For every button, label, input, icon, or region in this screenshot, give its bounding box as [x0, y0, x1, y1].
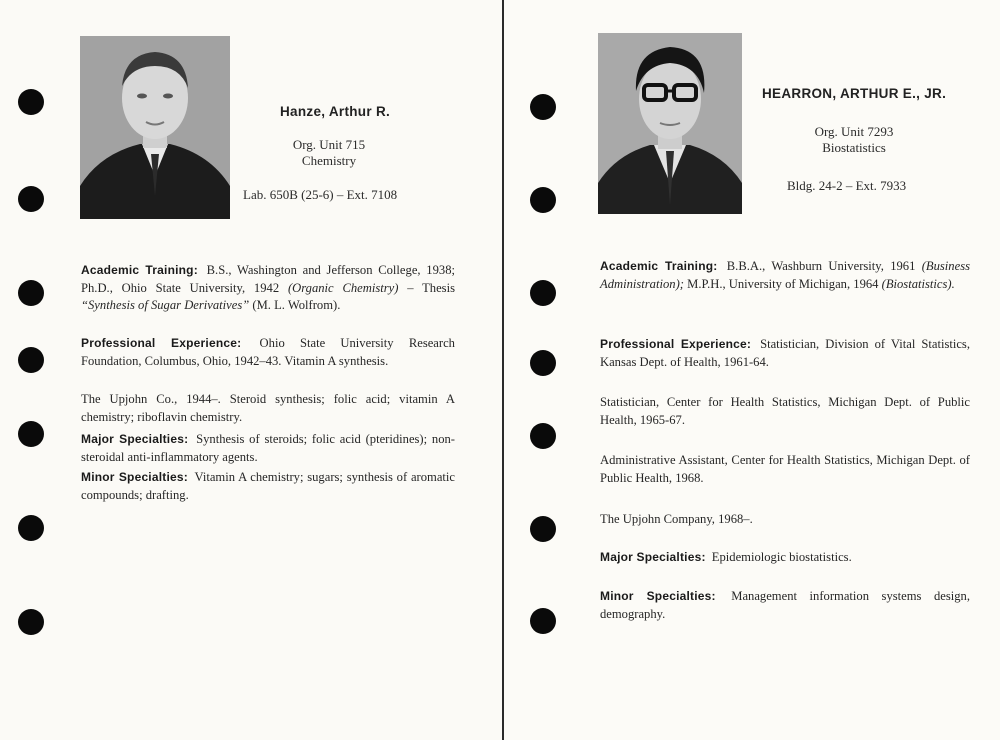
- professional-text: Statistician, Division of Vital Statistics, Kansas Dept. of Health, 1961-64.: [600, 337, 970, 369]
- academic-training: [600, 258, 970, 293]
- building-location: Bldg. 24-2 – Ext. 7933: [787, 178, 907, 193]
- major-text: Epidemiologic biostatistics.: [711, 550, 852, 564]
- binder-hole: [18, 347, 44, 373]
- lab-location: Lab. 650B (25-6) – Ext. 7108: [243, 187, 398, 202]
- department: Biostatistics: [822, 140, 886, 155]
- academic-text-2: M.P.H., University of Michigan, 1964: [683, 276, 882, 291]
- professional-label: Professional Experience:: [81, 336, 242, 350]
- binder-hole: [530, 423, 556, 449]
- professional-experience: [600, 336, 970, 371]
- binder-hole: [18, 280, 44, 306]
- org-unit: Org. Unit 7293: [814, 124, 894, 139]
- right-page: [504, 0, 1000, 740]
- experience-michigan: Statistician, Center for Health Statistics, Michigan Dept. of Public Health, 1965-67.: [600, 395, 970, 427]
- experience-admin-assistant: Administrative Assistant, Center for Health Statistics, Michigan Dept. of Public Health, 1968.: [600, 453, 970, 485]
- minor-specialties: [600, 588, 970, 623]
- major-specialties: [81, 431, 455, 466]
- portrait-photo: [80, 36, 230, 219]
- binder-hole: [530, 94, 556, 120]
- binder-hole: [18, 515, 44, 541]
- binder-hole: [18, 89, 44, 115]
- major-specialties: [600, 549, 970, 567]
- experience-upjohn: The Upjohn Company, 1968–.: [600, 512, 753, 526]
- org-unit: Org. Unit 715: [292, 137, 366, 152]
- major-text: Synthesis of steroids; folic acid (pteridines); non-steroidal anti-inflammatory agents.: [81, 432, 456, 464]
- binder-hole: [530, 608, 556, 634]
- minor-text: Management information systems design, demography.: [600, 589, 970, 621]
- academic-italic-1: (Organic Chemistry): [287, 280, 399, 295]
- binder-hole: [530, 187, 556, 213]
- academic-label: Academic Training:: [600, 259, 718, 273]
- academic-text-3: (M. L. Wolfrom).: [249, 298, 341, 312]
- minor-label: Minor Specialties:: [600, 589, 716, 603]
- academic-italic-2: “Synthesis of Sugar Derivatives”: [81, 298, 250, 312]
- binder-hole: [530, 280, 556, 306]
- minor-text: Vitamin A chemistry; sugars; synthesis of aromatic compounds; drafting.: [81, 470, 455, 502]
- department: Chemistry: [301, 153, 357, 168]
- org-info: [262, 137, 396, 169]
- major-label: Major Specialties:: [600, 550, 706, 564]
- experience-upjohn: The Upjohn Co., 1944–. Steroid synthesis; folic acid; vitamin A chemistry; riboflavin chemistry.: [81, 392, 455, 424]
- academic-italic-1: (Business Administration);: [600, 259, 970, 291]
- portrait-photo: [598, 33, 742, 214]
- org-info: [794, 124, 914, 156]
- person-name: Hanze, Arthur R.: [280, 104, 391, 119]
- minor-label: Minor Specialties:: [81, 470, 188, 484]
- academic-text-2: – Thesis: [398, 280, 455, 295]
- binder-hole: [18, 609, 44, 635]
- binder-hole: [530, 516, 556, 542]
- academic-text-1: B.B.A., Washburn University, 1961: [726, 259, 922, 273]
- professional-text: Ohio State University Research Foundation, Columbus, Ohio, 1942–43. Vitamin A synthesis.: [81, 336, 455, 368]
- binder-hole: [530, 350, 556, 376]
- professional-label: Professional Experience:: [600, 337, 752, 351]
- major-label: Major Specialties:: [81, 432, 189, 446]
- minor-specialties: [81, 469, 455, 504]
- academic-training: [81, 262, 455, 315]
- academic-italic-2: (Biostatistics).: [881, 276, 955, 291]
- academic-label: Academic Training:: [81, 263, 198, 277]
- binder-hole: [18, 421, 44, 447]
- professional-experience: [81, 335, 455, 370]
- binder-hole: [18, 186, 44, 212]
- person-name: HEARRON, ARTHUR E., JR.: [762, 86, 947, 101]
- academic-text-1: B.S., Washington and Jefferson College, 1938; Ph.D., Ohio State University, 1942: [81, 263, 455, 295]
